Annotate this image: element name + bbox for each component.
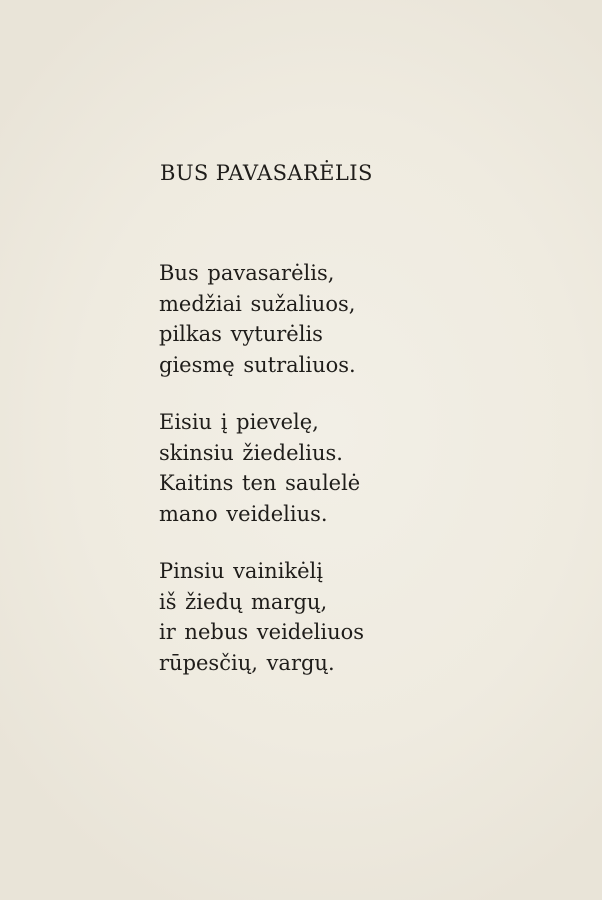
stanza-2 bbox=[159, 407, 364, 529]
poem-title: BUS PAVASARĖLIS bbox=[160, 161, 373, 185]
stanza-3 bbox=[159, 556, 364, 678]
poem-line: iš žiedų margų, bbox=[159, 589, 328, 614]
poem-line: Kaitins ten saulelė bbox=[159, 471, 361, 495]
poem-line: ir nebus veideliuos bbox=[159, 620, 365, 644]
poem-line: Pinsiu vainikėlį bbox=[159, 559, 323, 583]
stanza-1 bbox=[159, 258, 364, 380]
poem-line: giesmę sutraliuos. bbox=[159, 352, 356, 377]
poem-line: Eisiu į pievelę, bbox=[159, 410, 319, 434]
poem-line: skinsiu žiedelius. bbox=[159, 440, 343, 465]
poem-line: mano veidelius. bbox=[159, 501, 328, 526]
poem-body bbox=[159, 258, 364, 705]
poem-line: Bus pavasarėlis, bbox=[159, 261, 335, 285]
poem-line: rūpesčių, vargų. bbox=[159, 650, 335, 675]
poem-line: medžiai sužaliuos, bbox=[159, 291, 356, 316]
poem-line: pilkas vyturėlis bbox=[159, 322, 323, 346]
